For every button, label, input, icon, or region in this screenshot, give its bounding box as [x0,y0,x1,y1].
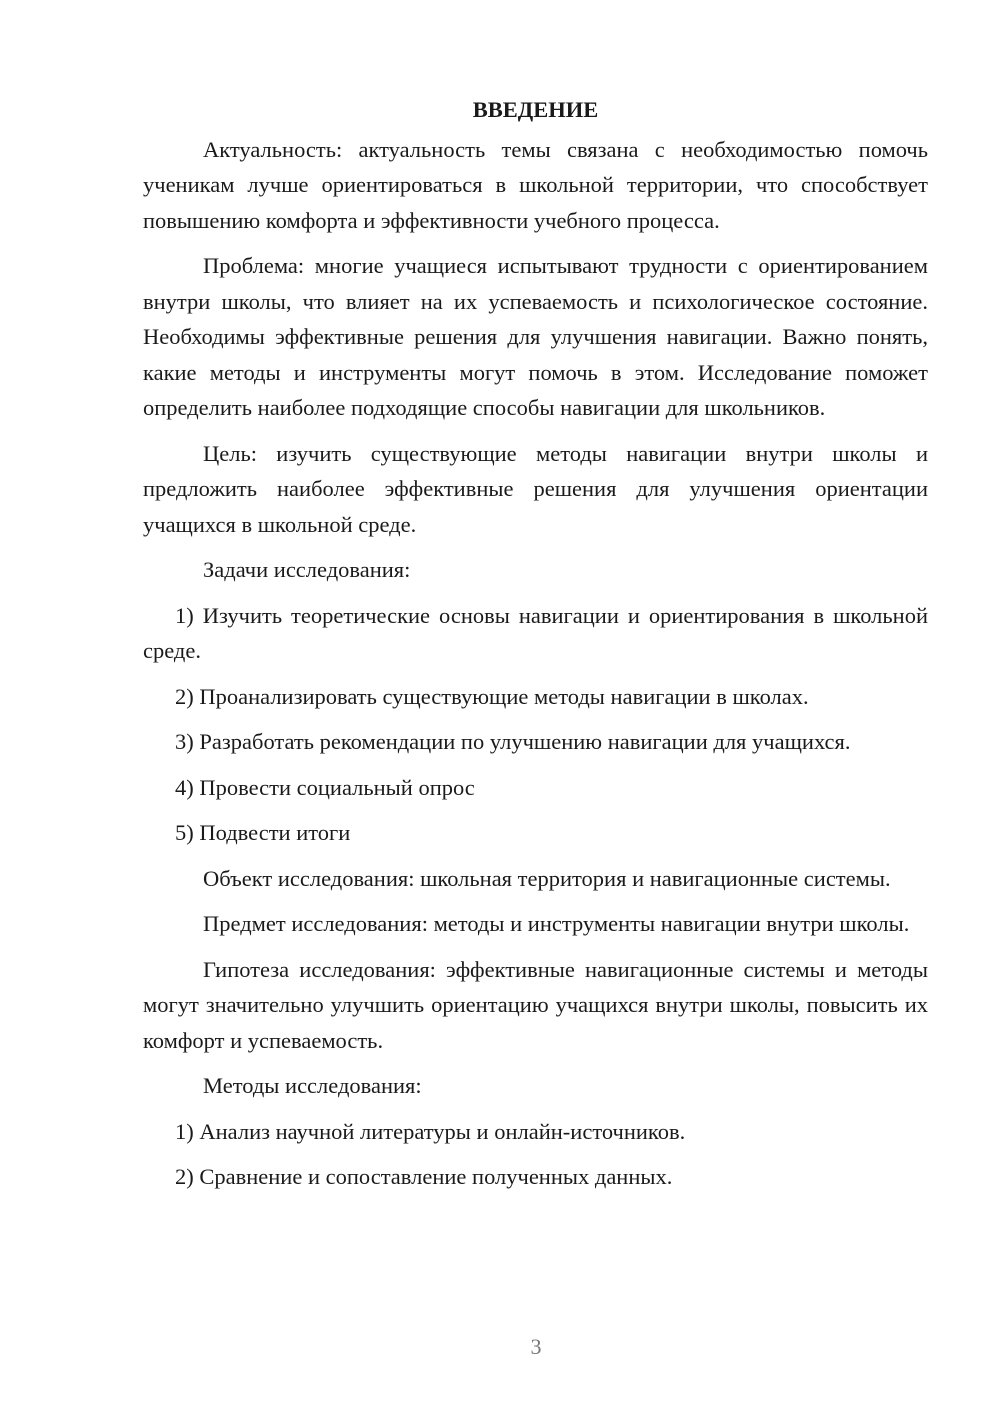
task-item-4: 4) Провести социальный опрос [175,774,475,800]
page-content [143,92,928,1205]
task-item-3: 3) Разработать рекомендации по улучшению навигации для учащихся. [175,729,851,754]
section-heading: ВВЕДЕНИЕ [472,97,599,122]
task-item-1: 1) Изучить теоретические основы навигации и ориентирования в школьной среде. [143,602,928,663]
method-item-2: 2) Сравнение и сопоставление полученных данных. [175,1164,673,1189]
hypothesis-paragraph: Гипотеза исследования: эффективные навигационные системы и методы могут значительно улучшить ориентацию учащихся внутри школы, повысить их комфорт и успеваемость. [143,956,928,1053]
tasks-heading: Задачи исследования: [203,557,411,582]
object-paragraph: Объект исследования: школьная территория и навигационные системы. [203,865,891,891]
goal-paragraph: Цель: изучить существующие методы навигации внутри школы и предложить наиболее эффективные решения для улучшения ориентации учащихся в школьной среде. [143,440,928,537]
relevance-paragraph: Актуальность: актуальность темы связана с необходимостью помочь ученикам лучше ориентироваться в школьной территории, что способствует повышению комфорта и эффективности учебного процесса. [143,136,928,233]
task-item-2: 2) Проанализировать существующие методы навигации в школах. [175,683,809,709]
task-item-5: 5) Подвести итоги [175,820,351,845]
problem-paragraph: Проблема: многие учащиеся испытывают трудности с ориентированием внутри школы, что влияет на их успеваемость и психологическое состояние. Необходимы эффективные решения для улучшения навигации. Важно понять, какие методы и инструменты могут помочь в этом. Исследование поможет определить наиболее подходящие способы навигации для школьников. [143,253,928,420]
methods-heading: Методы исследования: [203,1073,422,1098]
subject-paragraph: Предмет исследования: методы и инструменты навигации внутри школы. [203,911,910,936]
page-number: 3 [530,1334,542,1359]
method-item-1: 1) Анализ научной литературы и онлайн-источников. [175,1118,686,1144]
